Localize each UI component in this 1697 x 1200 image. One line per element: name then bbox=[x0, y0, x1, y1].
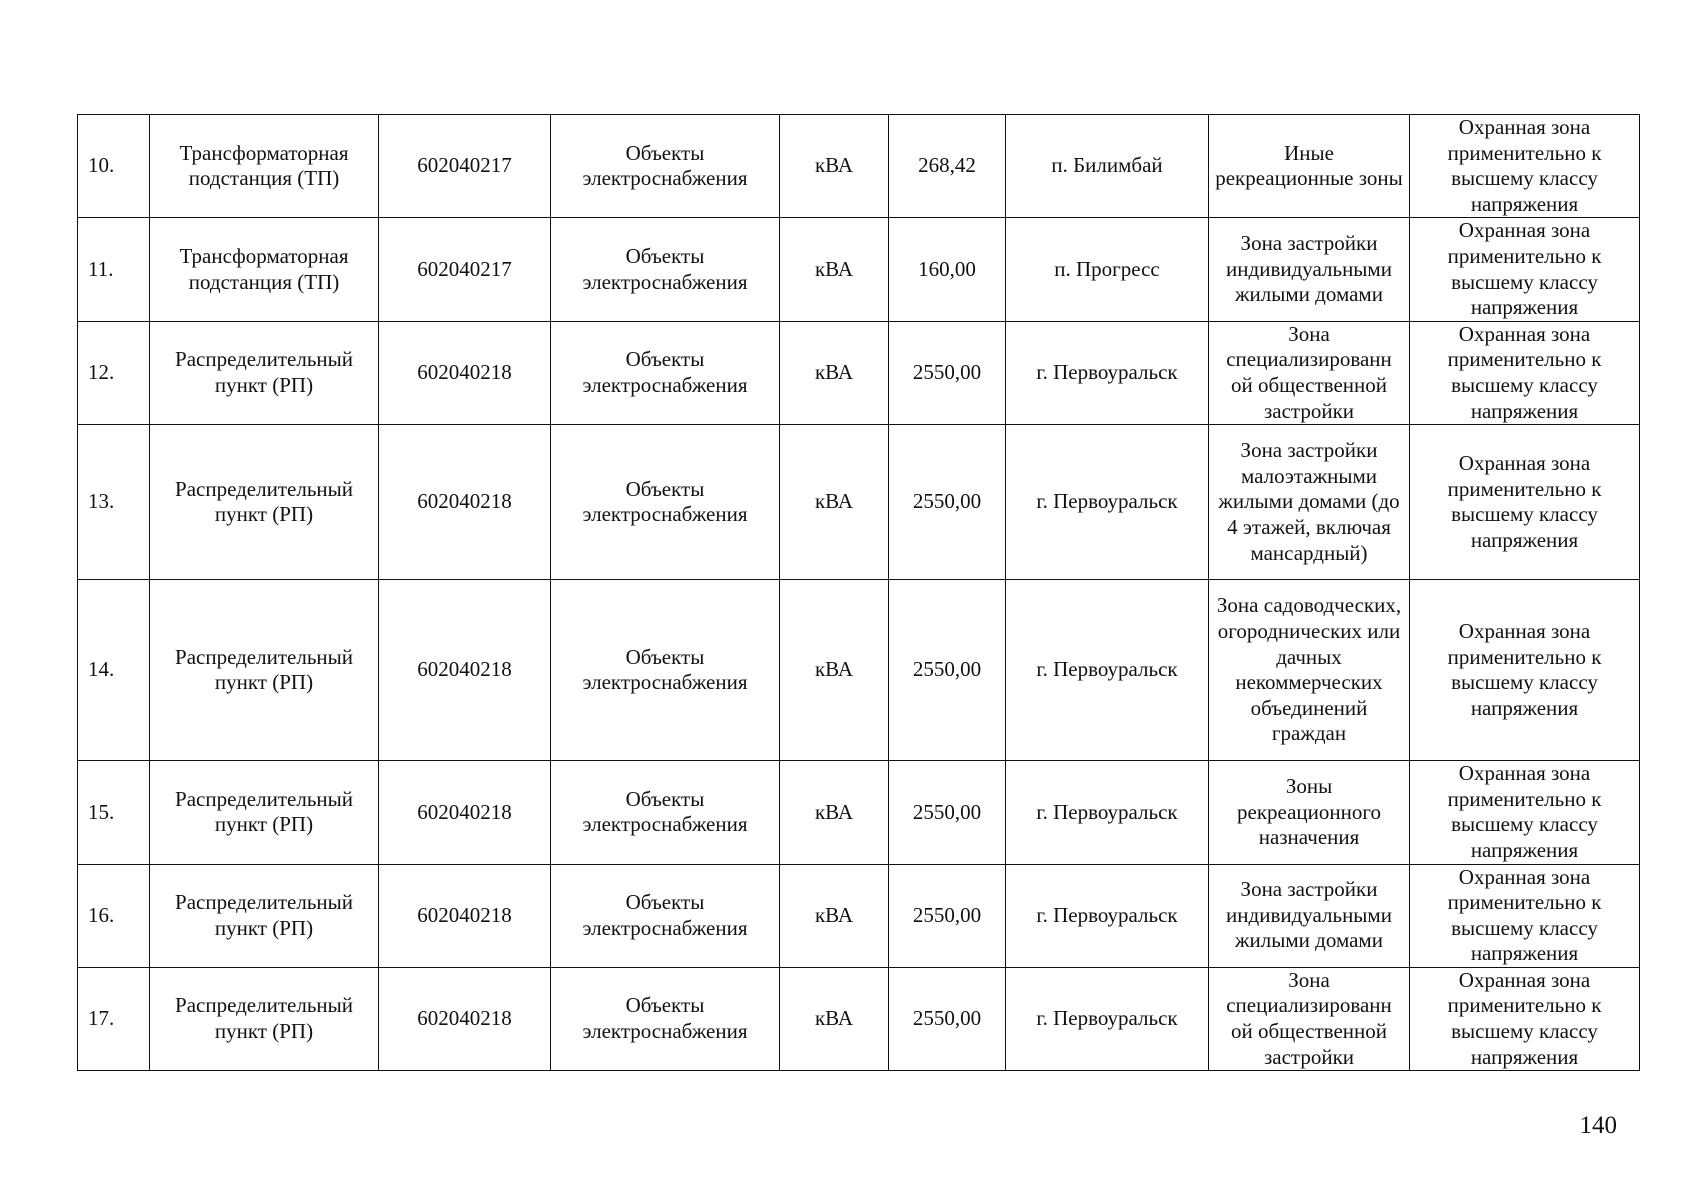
object-type-cell: Объекты электроснабжения bbox=[551, 218, 780, 321]
object-code-cell: 602040218 bbox=[379, 580, 551, 761]
object-code-cell: 602040218 bbox=[379, 321, 551, 424]
row-number-cell: 14. bbox=[78, 580, 150, 761]
page-number: 140 bbox=[1579, 1112, 1617, 1139]
unit-cell: кВА bbox=[780, 761, 889, 864]
object-code-cell: 602040218 bbox=[379, 967, 551, 1070]
restriction-cell: Охранная зона применительно к высшему классу напряжения bbox=[1410, 321, 1640, 424]
value-cell: 2550,00 bbox=[889, 580, 1006, 761]
table-row bbox=[78, 115, 1640, 218]
objects-table bbox=[77, 114, 1640, 1071]
object-name-cell: Распределительный пункт (РП) bbox=[150, 967, 379, 1070]
row-number-cell: 11. bbox=[78, 218, 150, 321]
table-row bbox=[78, 321, 1640, 424]
zone-cell: Зона садоводческих, огороднических или дачных некоммерческих объединений граждан bbox=[1209, 580, 1410, 761]
row-number-cell: 12. bbox=[78, 321, 150, 424]
table-row bbox=[78, 864, 1640, 967]
object-name-cell: Распределительный пункт (РП) bbox=[150, 321, 379, 424]
table-row bbox=[78, 218, 1640, 321]
object-type-cell: Объекты электроснабжения bbox=[551, 761, 780, 864]
value-cell: 2550,00 bbox=[889, 425, 1006, 580]
zone-cell: Зона застройки индивидуальными жилыми домами bbox=[1209, 218, 1410, 321]
table-row bbox=[78, 425, 1640, 580]
unit-cell: кВА bbox=[780, 218, 889, 321]
object-name-cell: Распределительный пункт (РП) bbox=[150, 864, 379, 967]
row-number-cell: 17. bbox=[78, 967, 150, 1070]
object-type-cell: Объекты электроснабжения bbox=[551, 321, 780, 424]
location-cell: г. Первоуральск bbox=[1006, 321, 1209, 424]
value-cell: 160,00 bbox=[889, 218, 1006, 321]
restriction-cell: Охранная зона применительно к высшему классу напряжения bbox=[1410, 761, 1640, 864]
table-row bbox=[78, 761, 1640, 864]
location-cell: п. Прогресс bbox=[1006, 218, 1209, 321]
object-name-cell: Распределительный пункт (РП) bbox=[150, 580, 379, 761]
restriction-cell: Охранная зона применительно к высшему классу напряжения bbox=[1410, 864, 1640, 967]
object-type-cell: Объекты электроснабжения bbox=[551, 967, 780, 1070]
object-code-cell: 602040218 bbox=[379, 864, 551, 967]
location-cell: г. Первоуральск bbox=[1006, 425, 1209, 580]
zone-cell: Зона специализированн ой общественной застройки bbox=[1209, 967, 1410, 1070]
object-name-cell: Распределительный пункт (РП) bbox=[150, 425, 379, 580]
object-code-cell: 602040217 bbox=[379, 218, 551, 321]
object-name-cell: Распределительный пункт (РП) bbox=[150, 761, 379, 864]
row-number-cell: 15. bbox=[78, 761, 150, 864]
object-code-cell: 602040218 bbox=[379, 761, 551, 864]
unit-cell: кВА bbox=[780, 967, 889, 1070]
zone-cell: Зоны рекреационного назначения bbox=[1209, 761, 1410, 864]
row-number-cell: 10. bbox=[78, 115, 150, 218]
restriction-cell: Охранная зона применительно к высшему классу напряжения bbox=[1410, 580, 1640, 761]
object-type-cell: Объекты электроснабжения bbox=[551, 115, 780, 218]
restriction-cell: Охранная зона применительно к высшему классу напряжения bbox=[1410, 115, 1640, 218]
object-name-cell: Трансформаторная подстанция (ТП) bbox=[150, 218, 379, 321]
unit-cell: кВА bbox=[780, 425, 889, 580]
restriction-cell: Охранная зона применительно к высшему классу напряжения bbox=[1410, 425, 1640, 580]
zone-cell: Зона застройки индивидуальными жилыми домами bbox=[1209, 864, 1410, 967]
location-cell: г. Первоуральск bbox=[1006, 580, 1209, 761]
table-row bbox=[78, 967, 1640, 1070]
zone-cell: Иные рекреационные зоны bbox=[1209, 115, 1410, 218]
location-cell: г. Первоуральск bbox=[1006, 967, 1209, 1070]
location-cell: г. Первоуральск bbox=[1006, 864, 1209, 967]
value-cell: 2550,00 bbox=[889, 761, 1006, 864]
unit-cell: кВА bbox=[780, 115, 889, 218]
unit-cell: кВА bbox=[780, 580, 889, 761]
zone-cell: Зона специализированн ой общественной застройки bbox=[1209, 321, 1410, 424]
object-type-cell: Объекты электроснабжения bbox=[551, 580, 780, 761]
table-body bbox=[78, 115, 1640, 1071]
row-number-cell: 16. bbox=[78, 864, 150, 967]
zone-cell: Зона застройки малоэтажными жилыми домами (до 4 этажей, включая мансардный) bbox=[1209, 425, 1410, 580]
object-type-cell: Объекты электроснабжения bbox=[551, 864, 780, 967]
location-cell: г. Первоуральск bbox=[1006, 761, 1209, 864]
value-cell: 2550,00 bbox=[889, 864, 1006, 967]
restriction-cell: Охранная зона применительно к высшему классу напряжения bbox=[1410, 967, 1640, 1070]
object-type-cell: Объекты электроснабжения bbox=[551, 425, 780, 580]
object-code-cell: 602040217 bbox=[379, 115, 551, 218]
location-cell: п. Билимбай bbox=[1006, 115, 1209, 218]
unit-cell: кВА bbox=[780, 321, 889, 424]
row-number-cell: 13. bbox=[78, 425, 150, 580]
restriction-cell: Охранная зона применительно к высшему классу напряжения bbox=[1410, 218, 1640, 321]
object-code-cell: 602040218 bbox=[379, 425, 551, 580]
object-name-cell: Трансформаторная подстанция (ТП) bbox=[150, 115, 379, 218]
value-cell: 2550,00 bbox=[889, 967, 1006, 1070]
value-cell: 2550,00 bbox=[889, 321, 1006, 424]
value-cell: 268,42 bbox=[889, 115, 1006, 218]
unit-cell: кВА bbox=[780, 864, 889, 967]
table-row bbox=[78, 580, 1640, 761]
